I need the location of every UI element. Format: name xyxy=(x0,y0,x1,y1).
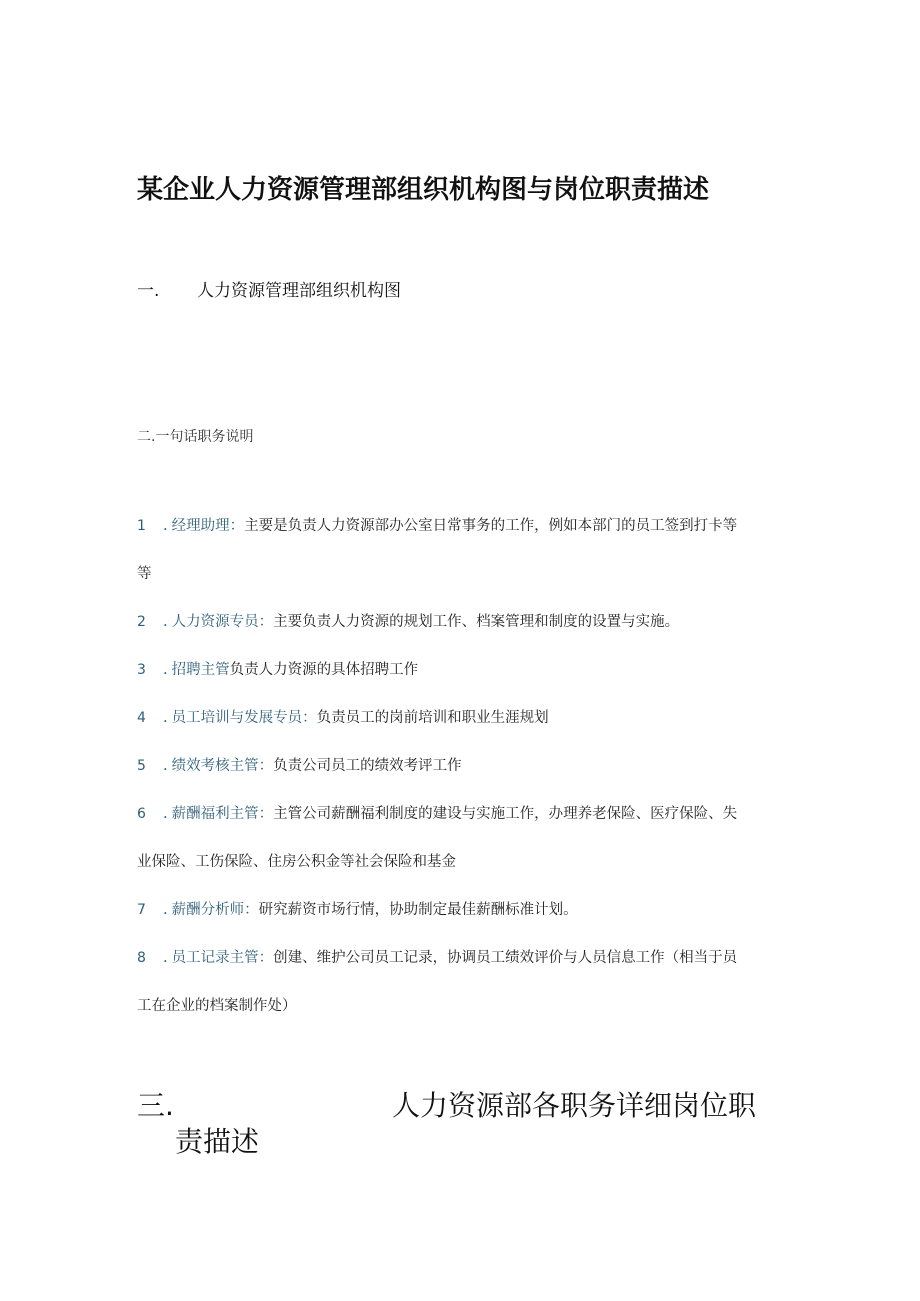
duty-continuation: 业保险、工伤保险、住房公积金等社会保险和基金 xyxy=(137,854,456,870)
section-three-heading xyxy=(137,1088,777,1160)
duty-role: 员工培训与发展专员： xyxy=(171,710,317,726)
section-two-heading: 二.一句话职务说明 xyxy=(137,429,254,445)
section-one-number: 一. xyxy=(137,281,160,301)
section-three-line2: 责描述 xyxy=(175,1125,260,1158)
section-three-line1: 人力资源部各职务详细岗位职 xyxy=(392,1089,757,1122)
duty-dot: . xyxy=(163,902,168,918)
duty-continuation: 工在企业的档案制作处） xyxy=(137,998,297,1014)
duty-desc: 主要是负责人力资源部办公室日常事务的工作，例如本部门的员工签到打卡等 xyxy=(244,518,738,534)
duty-index: 3 xyxy=(137,662,146,678)
duty-desc: 研究薪资市场行情，协助制定最佳薪酬标准计划。 xyxy=(258,902,578,918)
duty-index: 5 xyxy=(137,758,146,774)
duty-desc: 负责公司员工的绩效考评工作 xyxy=(273,758,462,774)
duty-role: 人力资源专员： xyxy=(171,614,274,630)
duty-dot: . xyxy=(163,806,168,822)
section-three-number: 三. xyxy=(137,1089,174,1122)
duty-dot: . xyxy=(163,662,168,678)
duty-item-7 xyxy=(137,886,777,934)
duty-dot: . xyxy=(163,518,168,534)
duty-dot: . xyxy=(163,950,168,966)
duty-index: 8 xyxy=(137,950,146,966)
duty-dot: . xyxy=(163,614,168,630)
duty-desc: 主要负责人力资源的规划工作、档案管理和制度的设置与实施。 xyxy=(273,614,680,630)
duty-item-2 xyxy=(137,598,777,646)
duty-item-5 xyxy=(137,742,777,790)
duty-index: 4 xyxy=(137,710,146,726)
duty-item-1 xyxy=(137,502,777,598)
section-one-text: 人力资源管理部组织机构图 xyxy=(197,281,401,301)
duty-item-6 xyxy=(137,790,777,886)
duty-item-4 xyxy=(137,694,777,742)
section-one-heading xyxy=(137,276,401,306)
duty-dot: . xyxy=(163,710,168,726)
duty-item-8 xyxy=(137,934,777,1030)
duty-role: 员工记录主管： xyxy=(171,950,274,966)
duty-desc: 负责员工的岗前培训和职业生涯规划 xyxy=(316,710,549,726)
duty-continuation: 等 xyxy=(137,566,152,582)
duty-desc: 创建、维护公司员工记录，协调员工绩效评价与人员信息工作（相当于员 xyxy=(273,950,738,966)
duty-role: 经理助理： xyxy=(171,518,245,534)
page-title: 某企业人力资源管理部组织机构图与岗位职责描述 xyxy=(137,175,710,205)
duty-role: 薪酬福利主管： xyxy=(171,806,274,822)
duty-role: 招聘主管 xyxy=(171,662,230,678)
duty-role: 薪酬分析师： xyxy=(171,902,259,918)
duty-index: 1 xyxy=(137,518,146,534)
duty-index: 2 xyxy=(137,614,146,630)
duty-role: 绩效考核主管： xyxy=(171,758,274,774)
duty-item-3 xyxy=(137,646,777,694)
duty-index: 6 xyxy=(137,806,146,822)
duty-desc: 主管公司薪酬福利制度的建设与实施工作，办理养老保险、医疗保险、失 xyxy=(273,806,738,822)
duty-dot: . xyxy=(163,758,168,774)
duty-index: 7 xyxy=(137,902,146,918)
duty-desc: 负责人力资源的具体招聘工作 xyxy=(229,662,419,678)
